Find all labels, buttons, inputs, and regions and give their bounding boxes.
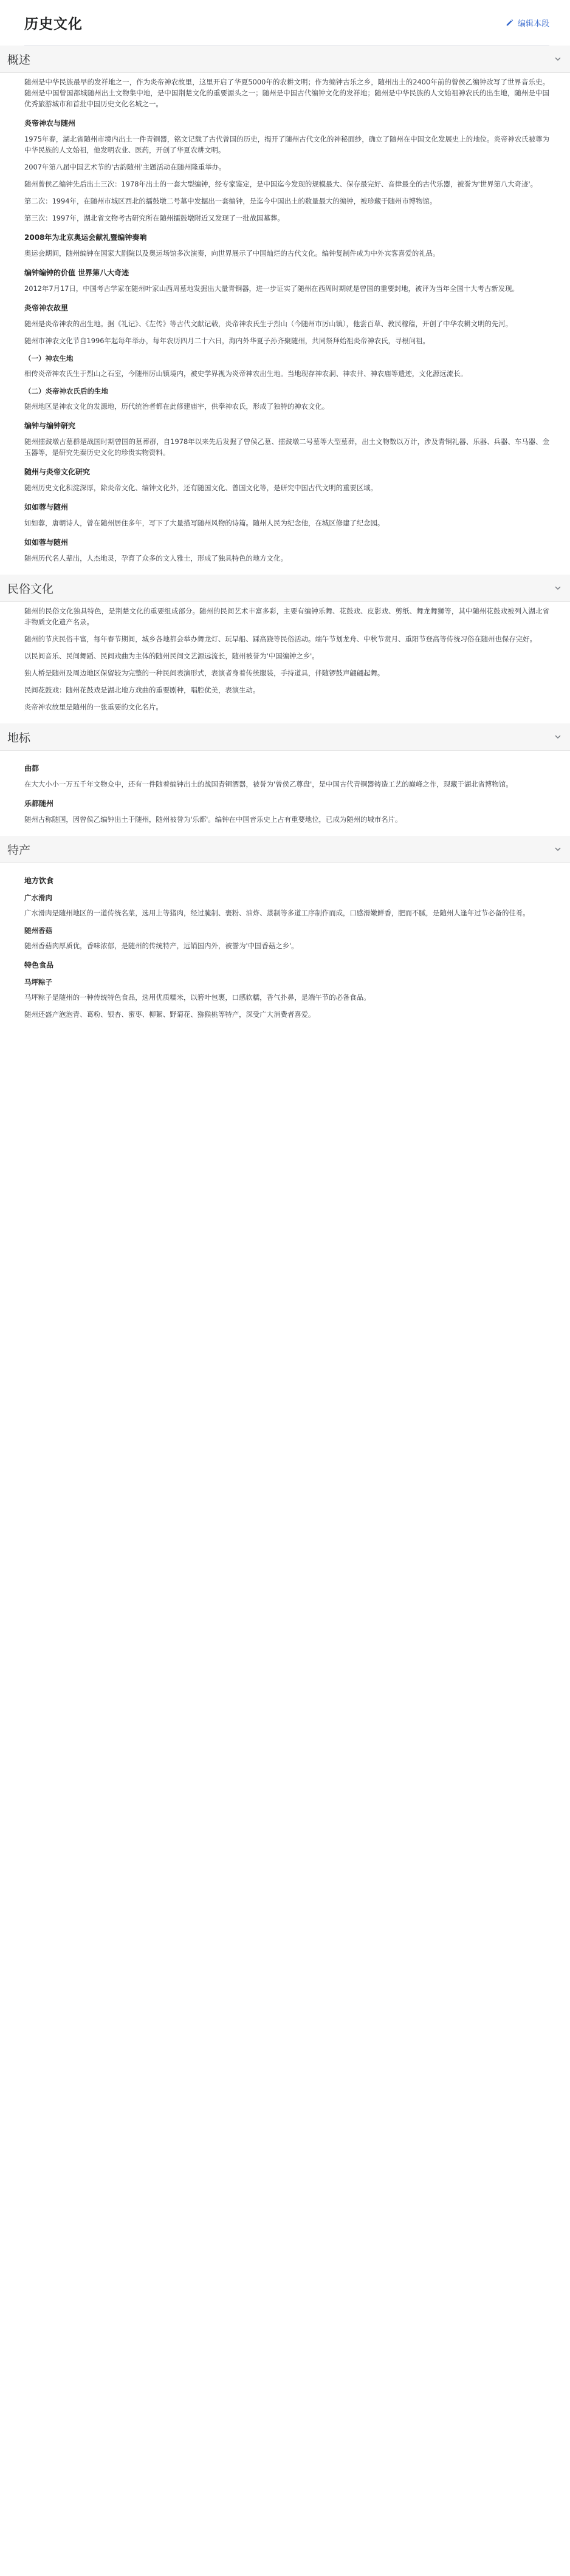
chevron-down-icon (554, 584, 561, 592)
subheading: （一）神农生地 (24, 354, 74, 363)
specialties-content (24, 863, 549, 1031)
paragraph: 随州古称随国，因曾侯乙编钟出土于随州，随州被誉为'乐都'。编钟在中国音乐史上占有重要地位，已成为随州的城市名片。 (24, 815, 402, 824)
subheading: 曲都 (24, 764, 39, 773)
section-title-overview: 概述 (7, 53, 31, 67)
paragraph: 炎帝神农故里是随州的一张重要的文化名片。 (24, 703, 163, 711)
subheading: 炎帝神农故里 (24, 304, 69, 312)
subheading: （二）炎帝神农氏后的生地 (24, 387, 108, 395)
subheading: 炎帝神农与随州 (24, 119, 76, 128)
paragraph: 以民间音乐、民间舞蹈、民间戏曲为主体的随州民间文艺源远流长，随州被誉为'中国编钟之乡'。 (24, 652, 319, 660)
section-title-landmarks: 地标 (7, 731, 31, 745)
subheading: 编钟与编钟研究 (24, 422, 76, 430)
section-title-folk: 民俗文化 (7, 582, 54, 596)
subheading: 乐都随州 (24, 799, 54, 808)
subheading: 广水滑肉 (24, 893, 52, 902)
paragraph: 随州的民俗文化独具特色，是荆楚文化的重要组成部分。随州的民间艺术丰富多彩，主要有编钟乐舞、花鼓戏、皮影戏、剪纸、舞龙舞狮等，其中随州花鼓戏被列入湖北省非物质文化遗产名录。 (24, 607, 549, 626)
edit-button[interactable] (506, 17, 549, 29)
subheading: 2008年为北京奥运会献礼暨编钟奏响 (24, 233, 147, 242)
subheading: 如如蓉与随州 (24, 503, 69, 511)
subheading: 编钟编钟的价值 世界第八大奇迹 (24, 268, 129, 277)
paragraph: 2007年第八届中国艺术节的'古韵随州'主题活动在随州隆重举办。 (24, 163, 226, 171)
page-header (24, 0, 549, 46)
landmarks-content (24, 751, 549, 836)
subheading: 马坪粽子 (24, 978, 52, 986)
paragraph: 奥运会期间，随州编钟在国家大剧院以及奥运场馆多次演奏，向世界展示了中国灿烂的古代文化。编钟复制件成为中外宾客喜爱的礼品。 (24, 249, 440, 258)
paragraph: 在大大小小一万五千年文物众中，还有一件随着编钟出土的战国青铜酒器，被誉为'曾侯乙尊盘'，是中国古代青铜器铸造工艺的巅峰之作，现藏于湖北省博物馆。 (24, 780, 513, 788)
paragraph: 随州曾侯乙编钟先后出土三次：1978年出土的一套大型编钟，经专家鉴定，是中国迄今发现的规模最大、保存最完好、音律最全的古代乐器，被誉为'世界第八大奇迹'。 (24, 180, 537, 188)
paragraph: 随州历史文化积淀深厚，除炎帝文化、编钟文化外，还有随国文化、曾国文化等，是研究中国古代文明的重要区域。 (24, 483, 377, 492)
paragraph: 随州是炎帝神农的出生地。据《礼记》、《左传》等古代文献记载，炎帝神农氏生于烈山（今随州市厉山镇），他尝百草、教民稼穑，开创了中华农耕文明的先河。 (24, 319, 513, 328)
paragraph: 随州是中华民族最早的发祥地之一，作为炎帝神农故里，这里开启了华夏5000年的农耕文明；作为编钟古乐之乡，随州出土的2400年前的曾侯乙编钟改写了世界音乐史。随州是中国曾国都城随州出土文物集中地，是中国荆楚文化的重要源头之一；随州是中国古代编钟文化的发祥地；随州是中华民族的人文始祖神农氏的出生地，随州是中国优秀旅游城市和首批中国历史文化名城之一。 (24, 78, 549, 108)
paragraph: 如如蓉，唐朝诗人，曾在随州居住多年，写下了大量描写随州风物的诗篇。随州人民为纪念他，在城区修建了纪念园。 (24, 519, 385, 527)
section-header-specialties[interactable] (0, 836, 570, 863)
folk-content (24, 602, 549, 723)
section-title-specialties: 特产 (7, 843, 31, 857)
chevron-down-icon (554, 733, 561, 740)
section-header-landmarks[interactable] (0, 723, 570, 751)
subheading: 随州香菇 (24, 926, 52, 935)
paragraph: 随州市神农文化节自1996年起每年举办，每年农历四月二十六日，海内外华夏子孙齐聚随州，共同祭拜始祖炎帝神农氏，寻根问祖。 (24, 337, 430, 345)
page-title: 历史文化 (24, 16, 83, 32)
paragraph: 第二次：1994年，在随州市城区西北的擂鼓墩二号墓中发掘出一套编钟，是迄今中国出土的数量最大的编钟，被珍藏于随州市博物馆。 (24, 197, 437, 205)
paragraph: 广水滑肉是随州地区的一道传统名菜，选用上等猪肉，经过腌制、裹粉、油炸、蒸制等多道工序制作而成，口感滑嫩鲜香，肥而不腻，是随州人逢年过节必备的佳肴。 (24, 909, 530, 917)
paragraph: 随州历代名人辈出，人杰地灵，孕育了众多的文人雅士，形成了独具特色的地方文化。 (24, 554, 287, 562)
subheading: 地方饮食 (24, 876, 54, 885)
section-header-folk[interactable] (0, 575, 570, 602)
paragraph: 2012年7月17日，中国考古学家在随州叶家山西周墓地发掘出大量青铜器，进一步证实了随州在西周时期就是曾国的重要封地，被评为当年全国十大考古新发现。 (24, 284, 519, 293)
subheading: 特色食品 (24, 961, 54, 969)
overview-content (24, 73, 549, 575)
paragraph: 独人桥是随州及周边地区保留较为完整的一种民间表演形式，表演者身着传统服装，手持道具，伴随锣鼓声翩翩起舞。 (24, 669, 385, 677)
edit-icon (506, 18, 514, 27)
edit-label: 编辑本段 (517, 19, 549, 29)
chevron-down-icon (554, 846, 561, 853)
subheading: 如如蓉与随州 (24, 538, 69, 547)
chevron-down-icon (554, 55, 561, 63)
subheading: 随州与炎帝文化研究 (24, 468, 91, 476)
paragraph: 马坪粽子是随州的一种传统特色食品，选用优质糯米，以箬叶包裹，口感软糯，香气扑鼻，是端午节的必备食品。 (24, 993, 371, 1002)
paragraph: 民间花鼓戏：随州花鼓戏是湖北地方戏曲的重要剧种，唱腔优美，表演生动。 (24, 686, 260, 694)
paragraph: 1975年春，湖北省随州市境内出土一件青铜器，铭文记载了古代曾国的历史，揭开了随州古代文化的神秘面纱，确立了随州在中国文化发展史上的地位。炎帝神农氏被尊为中华民族的人文始祖，他发明农业、医药，开创了华夏农耕文明。 (24, 135, 549, 154)
paragraph: 随州擂鼓墩古墓群是战国时期曾国的墓葬群，自1978年以来先后发掘了曾侯乙墓、擂鼓墩二号墓等大型墓葬，出土文物数以万计，涉及青铜礼器、乐器、兵器、车马器、金玉器等，是研究先秦历史文化的珍贵实物资料。 (24, 437, 549, 457)
paragraph: 第三次：1997年，湖北省文物考古研究所在随州擂鼓墩附近又发现了一批战国墓葬。 (24, 214, 284, 222)
section-header-overview[interactable] (0, 46, 570, 73)
paragraph: 随州香菇肉厚质优，香味浓郁，是随州的传统特产，远销国内外，被誉为'中国香菇之乡'。 (24, 941, 298, 950)
paragraph: 相传炎帝神农氏生于烈山之石室，今随州厉山镇境内，被史学界视为炎帝神农出生地。当地现存神农洞、神农井、神农庙等遗迹，文化源远流长。 (24, 369, 468, 378)
paragraph: 随州的节庆民俗丰富，每年春节期间，城乡各地都会举办舞龙灯、玩旱船、踩高跷等民俗活动。端午节划龙舟、中秋节赏月、重阳节登高等传统习俗在随州也保存完好。 (24, 635, 537, 643)
paragraph: 随州还盛产泡泡青、葛粉、银杏、蜜枣、柳絮、野菊花、猕猴桃等特产，深受广大消费者喜爱。 (24, 1010, 315, 1019)
paragraph: 随州地区是神农文化的发源地，历代统治者都在此修建庙宇，供奉神农氏，形成了独特的神农文化。 (24, 402, 329, 411)
